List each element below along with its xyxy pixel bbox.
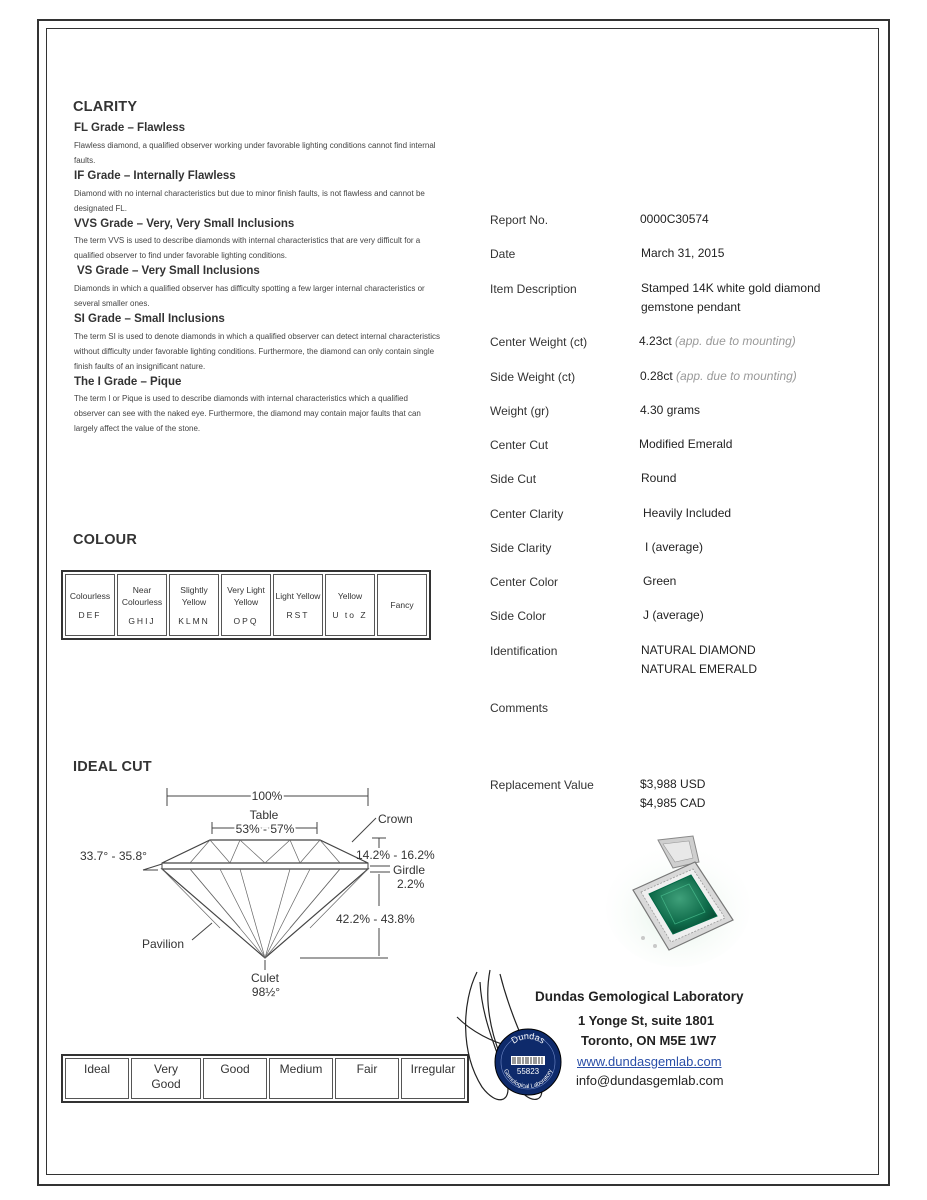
colour-cell xyxy=(273,574,323,636)
lab-address-2: Toronto, ON M5E 1W7 xyxy=(581,1033,717,1048)
report-label: Replacement Value xyxy=(490,778,594,792)
report-value: Modified Emerald xyxy=(639,437,733,451)
report-value: $3,988 USD xyxy=(640,777,706,791)
clarity-grade-desc: Diamond with no internal characteristics but due to minor finish faults, is not flawless and cannot be designated FL. xyxy=(74,189,425,213)
lab-seal xyxy=(493,1027,563,1097)
report-value-main: 0.28ct xyxy=(640,369,673,383)
colour-letters: U to Z xyxy=(332,610,368,620)
clarity-grade-desc: The term I or Pique is used to describe diamonds with internal characteristics which a qualified observer can see with the naked eye. Furthermore, the diamond may contain major faults that can largely affect the value of the stone. xyxy=(74,394,421,433)
ideal-cut-diagram xyxy=(70,778,450,1003)
cut-table-range: 53% - 57% xyxy=(235,822,295,836)
report-label: Item Description xyxy=(490,282,577,296)
pendant-photo xyxy=(603,832,753,967)
report-label: Identification xyxy=(490,644,558,658)
colour-cell xyxy=(377,574,427,636)
lab-email[interactable]: info@dundasgemlab.com xyxy=(576,1073,724,1088)
report-value-line2: NATURAL EMERALD xyxy=(641,662,758,676)
lab-address-1: 1 Yonge St, suite 1801 xyxy=(578,1013,715,1028)
cut-grade-table xyxy=(61,1054,469,1103)
cut-grade-cell: Fair xyxy=(335,1058,399,1099)
colour-name: Near Colourless xyxy=(121,585,163,607)
report-label: Date xyxy=(490,247,516,261)
report-label: Report No. xyxy=(490,213,549,227)
cut-grade-cell: Very Good xyxy=(131,1058,201,1099)
colour-name: Light Yellow xyxy=(275,591,321,601)
cut-culet-angle: 98½° xyxy=(251,985,281,999)
report-value-note: (app. due to mounting) xyxy=(675,334,796,348)
report-value xyxy=(639,332,796,351)
clarity-grade-title: VVS Grade – Very, Very Small Inclusions xyxy=(74,218,295,230)
cut-pavilion-depth: 42.2% - 43.8% xyxy=(336,912,415,926)
report-label: Center Weight (ct) xyxy=(490,335,588,349)
clarity-grade-desc: The term SI is used to denote diamonds in which a qualified observer can detect internal characteristics without difficulty under favorable lighting conditions. Furthermore, the diamond can only contain single finish faults of an insignificant nature. xyxy=(74,332,440,371)
clarity-grade-title: VS Grade – Very Small Inclusions xyxy=(77,265,260,277)
colour-name: Very Light Yellow xyxy=(227,585,265,607)
clarity-grade-title: SI Grade – Small Inclusions xyxy=(74,313,225,325)
report-value-line2: $4,985 CAD xyxy=(640,796,706,810)
lab-website-link[interactable]: www.dundasgemlab.com xyxy=(577,1054,722,1069)
colour-name: Fancy xyxy=(390,600,414,610)
colour-letters: RST xyxy=(286,610,310,620)
cut-grade-cell: Medium xyxy=(269,1058,333,1099)
colour-letters: KLMN xyxy=(178,616,210,626)
report-value: Stamped 14K white gold diamond gemstone pendant xyxy=(641,281,821,314)
colour-name: Colourless xyxy=(69,591,111,601)
clarity-grade-desc: Diamonds in which a qualified observer has difficulty spotting a few larger internal characteristics or several smaller ones. xyxy=(74,284,425,308)
colour-letters: OPQ xyxy=(233,616,259,626)
clarity-heading: CLARITY xyxy=(73,99,138,115)
clarity-grade-title: The I Grade – Pique xyxy=(74,376,182,388)
seal-bottom-text: Gemological Laboratory xyxy=(502,1068,554,1091)
report-value: Round xyxy=(641,471,677,485)
cut-crown-height: 14.2% - 16.2% xyxy=(356,848,435,862)
report-label: Center Cut xyxy=(490,438,549,452)
colour-name: Slightly Yellow xyxy=(180,585,208,607)
report-label: Weight (gr) xyxy=(490,404,550,418)
report-label: Side Weight (ct) xyxy=(490,370,576,384)
clarity-grade-title: IF Grade – Internally Flawless xyxy=(74,170,236,182)
cut-crown-angle: 33.7° - 35.8° xyxy=(80,849,147,863)
report-label: Side Cut xyxy=(490,472,537,486)
report-value-note: (app. due to mounting) xyxy=(676,369,797,383)
report-value: NATURAL DIAMOND xyxy=(641,643,756,657)
cut-grade-cell: Good xyxy=(203,1058,267,1099)
cut-width-label: 100% xyxy=(251,789,283,803)
clarity-grade-desc: The term VVS is used to describe diamonds with internal characteristics that are very difficult for a qualified observer to find under favorable lighting conditions. xyxy=(74,236,421,260)
report-label: Comments xyxy=(490,701,549,715)
report-label: Center Color xyxy=(490,575,559,589)
report-value: March 31, 2015 xyxy=(641,246,725,260)
cut-girdle-value: 2.2% xyxy=(397,877,425,891)
colour-scale-table xyxy=(61,570,431,640)
clarity-grade-title: FL Grade – Flawless xyxy=(74,122,186,134)
colour-heading: COLOUR xyxy=(73,532,138,548)
seal-number: 55823 xyxy=(516,1067,540,1076)
report-value-main: 4.23ct xyxy=(639,334,672,348)
clarity-grade-desc: Flawless diamond, a qualified observer working under favorable lighting conditions cannot find internal faults. xyxy=(74,141,436,165)
cut-culet-label: Culet xyxy=(250,971,280,985)
colour-letters: DEF xyxy=(78,610,102,620)
colour-cell xyxy=(117,574,167,636)
cut-girdle-label: Girdle xyxy=(393,863,426,877)
report-value: 4.30 grams xyxy=(640,403,701,417)
colour-cell xyxy=(65,574,115,636)
report-label: Side Clarity xyxy=(490,541,552,555)
colour-cell xyxy=(221,574,271,636)
report-value: Heavily Included xyxy=(643,506,732,520)
seal-top-text: Dundas xyxy=(509,1030,547,1046)
colour-cell xyxy=(169,574,219,636)
report-label: Center Clarity xyxy=(490,507,564,521)
colour-letters: GHIJ xyxy=(128,616,156,626)
report-value: 0000C30574 xyxy=(640,212,709,226)
report-value: I (average) xyxy=(645,540,704,554)
cut-grade-cell: Ideal xyxy=(65,1058,129,1099)
cut-grade-cell: Irregular xyxy=(401,1058,465,1099)
report-value xyxy=(640,367,797,386)
report-label: Side Color xyxy=(490,609,547,623)
cut-pavilion-label: Pavilion xyxy=(142,937,185,951)
cut-crown-label: Crown xyxy=(378,812,413,826)
report-value: Green xyxy=(643,574,677,588)
cut-table-label: Table xyxy=(249,808,279,822)
report-value: J (average) xyxy=(643,608,704,622)
ideal-cut-heading: IDEAL CUT xyxy=(73,759,152,775)
lab-name: Dundas Gemological Laboratory xyxy=(535,989,744,1004)
colour-cell xyxy=(325,574,375,636)
colour-name: Yellow xyxy=(337,591,363,601)
